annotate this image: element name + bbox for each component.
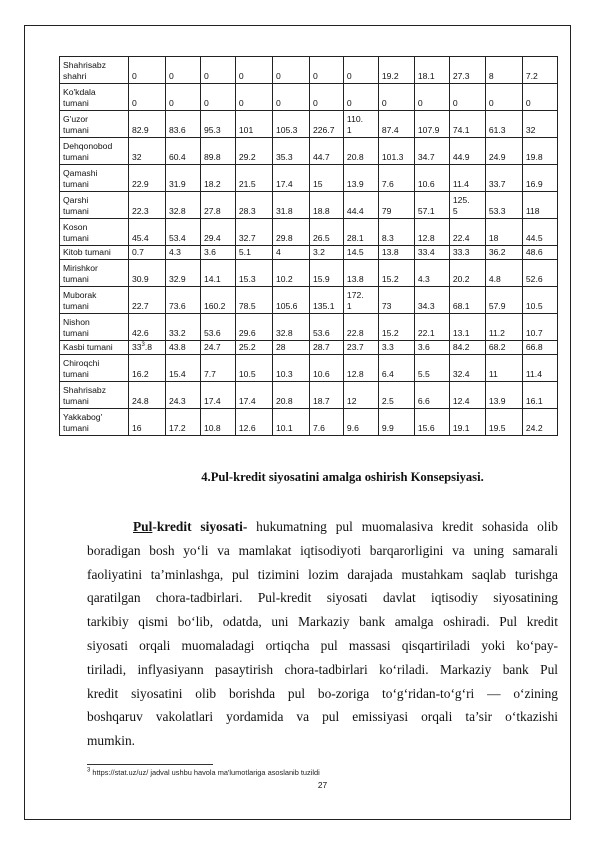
value-cell: 19.1 [449, 409, 485, 436]
value-cell: 9.6 [343, 409, 378, 436]
value-cell: 0 [200, 57, 235, 84]
value-cell: 0 [343, 84, 378, 111]
value-cell: 33.2 [165, 314, 200, 341]
paragraph-line: siyosati orqali muomaladagi ortiqcha pul massasi qisqartiriladi yoki ko‘pay- [87, 637, 558, 653]
table-row [60, 138, 558, 165]
value-cell: 7.7 [200, 355, 235, 382]
value-cell: 4 [272, 246, 309, 260]
value-cell: 29.4 [200, 219, 235, 246]
body-paragraph [87, 515, 558, 753]
value-cell: 15.6 [414, 409, 449, 436]
value-cell: 34.3 [414, 287, 449, 314]
value-cell: 172. 1 [343, 287, 378, 314]
value-cell: 44.9 [449, 138, 485, 165]
table-row [60, 111, 558, 138]
value-cell: 3.2 [309, 246, 343, 260]
value-cell: 53.6 [200, 314, 235, 341]
value-cell: 10.3 [272, 355, 309, 382]
value-cell: 12 [343, 382, 378, 409]
value-cell: 18.8 [309, 192, 343, 219]
value-cell: 87.4 [378, 111, 414, 138]
value-cell: 12.8 [414, 219, 449, 246]
value-cell: 5.1 [235, 246, 272, 260]
value-cell: 24.8 [128, 382, 165, 409]
value-cell: 18.2 [200, 165, 235, 192]
district-name-cell: Kasbi tumani [60, 341, 129, 355]
value-cell: 33.4 [414, 246, 449, 260]
table-row [60, 287, 558, 314]
value-cell: 10.6 [309, 355, 343, 382]
value-cell: 79 [378, 192, 414, 219]
value-cell: 24.2 [522, 409, 557, 436]
district-name-cell: Shahrisabz shahri [60, 57, 129, 84]
value-cell: 16.1 [522, 382, 557, 409]
value-cell: 17.4 [272, 165, 309, 192]
footnote [87, 768, 320, 777]
value-cell: 7.6 [378, 165, 414, 192]
value-cell: 29.8 [272, 219, 309, 246]
value-cell: 44.4 [343, 192, 378, 219]
value-cell: 42.6 [128, 314, 165, 341]
defined-term-underlined: Pul [133, 519, 153, 534]
district-name-cell: G'uzor tumani [60, 111, 129, 138]
value-cell: 20.8 [272, 382, 309, 409]
footnote-number: 3 [87, 767, 91, 774]
table-row [60, 260, 558, 287]
value-cell: 110. 1 [343, 111, 378, 138]
value-cell: 9.9 [378, 409, 414, 436]
value-cell: 13.8 [343, 260, 378, 287]
district-name-cell: Yakkabog' tumani [60, 409, 129, 436]
paragraph-line: mumkin. [87, 733, 135, 749]
value-cell: 53.6 [309, 314, 343, 341]
district-name-cell: Mirishkor tumani [60, 260, 129, 287]
table-row [60, 219, 558, 246]
value-cell: 0 [165, 57, 200, 84]
value-cell: 14.1 [200, 260, 235, 287]
value-cell: 78.5 [235, 287, 272, 314]
value-cell: 11.2 [485, 314, 522, 341]
value-cell: 32.8 [165, 192, 200, 219]
value-cell: 73 [378, 287, 414, 314]
value-cell: 36.2 [485, 246, 522, 260]
value-cell: 3.6 [200, 246, 235, 260]
paragraph-line: boshqaruv vakolatlari yordamida va pul emissiyasi orqali ta’sir o‘tkazishi [87, 709, 558, 725]
value-cell: 30.9 [128, 260, 165, 287]
value-cell: 0 [128, 84, 165, 111]
district-name-cell: Qamashi tumani [60, 165, 129, 192]
value-cell: 101 [235, 111, 272, 138]
value-cell: 0 [485, 84, 522, 111]
value-cell: 57.9 [485, 287, 522, 314]
value-cell: 11.4 [449, 165, 485, 192]
value-cell: 226.7 [309, 111, 343, 138]
value-cell: 22.8 [343, 314, 378, 341]
value-cell: 2.5 [378, 382, 414, 409]
value-cell: 15.4 [165, 355, 200, 382]
value-cell: 0 [272, 84, 309, 111]
value-cell: 82.9 [128, 111, 165, 138]
value-cell: 48.6 [522, 246, 557, 260]
value-cell: 22.4 [449, 219, 485, 246]
value-cell: 32.4 [449, 355, 485, 382]
value-cell: 27.8 [200, 192, 235, 219]
value-cell: 0 [378, 84, 414, 111]
value-cell: 6.6 [414, 382, 449, 409]
value-cell: 0 [309, 84, 343, 111]
district-name-cell: Dehqonobod tumani [60, 138, 129, 165]
value-cell: 68.1 [449, 287, 485, 314]
value-cell: 0.7 [128, 246, 165, 260]
paragraph-line: tiriladi, inflyasiyann pasaytirish chora-tadbirlari ko‘riladi. Markaziy bank Pul [87, 661, 558, 677]
value-cell: 12.6 [235, 409, 272, 436]
value-cell: 105.6 [272, 287, 309, 314]
table-row [60, 314, 558, 341]
defined-term [133, 519, 247, 534]
value-cell: 44.7 [309, 138, 343, 165]
value-cell: 10.5 [522, 287, 557, 314]
value-cell: 23.7 [343, 341, 378, 355]
paragraph-line-1 [87, 515, 558, 539]
value-cell: 18.7 [309, 382, 343, 409]
paragraph-line: kredit siyosatini olib borishda pul bo-zoriga to‘g‘ridan-to‘g‘ri — o‘zining [87, 685, 558, 701]
value-cell: 22.1 [414, 314, 449, 341]
value-cell: 33.3 [449, 246, 485, 260]
value-cell: 10.6 [414, 165, 449, 192]
table-row [60, 57, 558, 84]
value-cell: 61.3 [485, 111, 522, 138]
table-row [60, 409, 558, 436]
value-cell: 52.6 [522, 260, 557, 287]
value-cell: 31.8 [272, 192, 309, 219]
value-cell: 118 [522, 192, 557, 219]
table-row [60, 84, 558, 111]
value-cell: 68.2 [485, 341, 522, 355]
section-heading: 4.Pul-kredit siyosatini amalga oshirish Konsepsiyasi. [201, 470, 484, 484]
value-cell: 31.9 [165, 165, 200, 192]
value-cell: 29.6 [235, 314, 272, 341]
district-name-cell: Nishon tumani [60, 314, 129, 341]
value-cell: 25.2 [235, 341, 272, 355]
value-cell: 13.9 [485, 382, 522, 409]
paragraph-line: boradigan bosh yo‘li va mamlakat iqtisodiyoti barqarorligini va uning samarali [87, 542, 558, 558]
value-cell: 0 [200, 84, 235, 111]
table-row [60, 341, 558, 355]
value-cell: 24.7 [200, 341, 235, 355]
value-cell: 20.8 [343, 138, 378, 165]
value-cell: 17.2 [165, 409, 200, 436]
value-cell: 10.2 [272, 260, 309, 287]
value-cell: 15.9 [309, 260, 343, 287]
value-cell: 21.5 [235, 165, 272, 192]
value-cell: 53.4 [165, 219, 200, 246]
value-cell: 28 [272, 341, 309, 355]
value-cell: 15.2 [378, 260, 414, 287]
value-cell: 66.8 [522, 341, 557, 355]
value-cell: 32 [522, 111, 557, 138]
value-cell: 22.3 [128, 192, 165, 219]
value-cell: 3.3 [378, 341, 414, 355]
footnote-text: https://stat.uz/uz/ jadval ushbu havola ma'lumotlariga asoslanib tuzildi [90, 768, 320, 777]
value-cell: 0 [343, 57, 378, 84]
value-cell: 0 [272, 57, 309, 84]
value-cell: 11 [485, 355, 522, 382]
value-cell: 101.3 [378, 138, 414, 165]
value-cell: 6.4 [378, 355, 414, 382]
value-cell: 32.9 [165, 260, 200, 287]
value-cell: 53.3 [485, 192, 522, 219]
value-cell: 8.3 [378, 219, 414, 246]
value-cell: 43.8 [165, 341, 200, 355]
paragraph-line: tarkibiy qismi bo‘lib, odatda, uni Markaziy bank amalga oshiradi. Pul kredit [87, 614, 558, 630]
value-cell: 18.1 [414, 57, 449, 84]
district-name-cell: Koson tumani [60, 219, 129, 246]
table-row [60, 165, 558, 192]
value-cell: 13.9 [343, 165, 378, 192]
value-cell: 0 [235, 57, 272, 84]
value-cell: 0 [235, 84, 272, 111]
value-cell: 16.9 [522, 165, 557, 192]
value-cell: 17.4 [200, 382, 235, 409]
value-cell: 89.8 [200, 138, 235, 165]
value-cell: 16.2 [128, 355, 165, 382]
value-cell: 7.6 [309, 409, 343, 436]
value-cell: 0 [165, 84, 200, 111]
value-cell: 84.2 [449, 341, 485, 355]
value-cell: 28.7 [309, 341, 343, 355]
value-cell: 32 [128, 138, 165, 165]
value-cell: 57.1 [414, 192, 449, 219]
value-cell: 29.2 [235, 138, 272, 165]
value-cell: 60.4 [165, 138, 200, 165]
table-body [60, 57, 558, 436]
district-data-table [59, 56, 558, 436]
footnote-rule [87, 764, 213, 765]
value-cell: 10.5 [235, 355, 272, 382]
value-cell: 13.1 [449, 314, 485, 341]
value-cell: 5.5 [414, 355, 449, 382]
paragraph-line-1-text: hukumatning pul muomalasiva kredit sohasida olib [247, 519, 558, 534]
value-cell: 135.1 [309, 287, 343, 314]
value-cell: 19.2 [378, 57, 414, 84]
value-cell: 34.7 [414, 138, 449, 165]
value-cell: 12.4 [449, 382, 485, 409]
table-row [60, 355, 558, 382]
value-cell: 12.8 [343, 355, 378, 382]
value-cell: 105.3 [272, 111, 309, 138]
value-cell: 10.8 [200, 409, 235, 436]
table-row [60, 192, 558, 219]
value-cell: 107.9 [414, 111, 449, 138]
paragraph-line: qaratilgan chora-tadbirlari. Pul-kredit siyosati davlat iqtisodiy siyosatining [87, 590, 558, 606]
value-cell: 28.3 [235, 192, 272, 219]
paragraph-line: faoliyatini ta’minlashga, pul tizimini lozim darajada mustahkam saqlab turishga [87, 566, 558, 582]
defined-term-rest: -kredit siyosati- [152, 519, 248, 534]
value-cell: 18 [485, 219, 522, 246]
district-name-cell: Muborak tumani [60, 287, 129, 314]
value-cell: 11.4 [522, 355, 557, 382]
value-cell: 74.1 [449, 111, 485, 138]
value-cell: 17.4 [235, 382, 272, 409]
value-cell: 22.7 [128, 287, 165, 314]
value-cell: 83.6 [165, 111, 200, 138]
district-name-cell: Qarshi tumani [60, 192, 129, 219]
value-cell: 26.5 [309, 219, 343, 246]
value-cell: 10.7 [522, 314, 557, 341]
value-cell: 27.3 [449, 57, 485, 84]
value-cell: 8 [485, 57, 522, 84]
value-cell: 0 [128, 57, 165, 84]
district-name-cell: Shahrisabz tumani [60, 382, 129, 409]
district-name-cell: Ko'kdala tumani [60, 84, 129, 111]
value-cell: 35.3 [272, 138, 309, 165]
value-cell: 19.8 [522, 138, 557, 165]
value-cell: 0 [449, 84, 485, 111]
value-cell: 0 [414, 84, 449, 111]
value-cell: 4.3 [414, 260, 449, 287]
value-cell: 125. 5 [449, 192, 485, 219]
value-cell: 44.5 [522, 219, 557, 246]
value-cell: 10.1 [272, 409, 309, 436]
value-cell: 4.8 [485, 260, 522, 287]
value-cell: 24.3 [165, 382, 200, 409]
value-cell: 13.8 [378, 246, 414, 260]
value-cell: $33^3.8$ [128, 341, 165, 355]
value-cell: 15.2 [378, 314, 414, 341]
value-cell: 0 [309, 57, 343, 84]
value-cell: 24.9 [485, 138, 522, 165]
page-number: 27 [317, 780, 328, 790]
value-cell: 14.5 [343, 246, 378, 260]
district-name-cell: Kitob tumani [60, 246, 129, 260]
value-cell: 16 [128, 409, 165, 436]
value-cell: 4.3 [165, 246, 200, 260]
value-cell: 15.3 [235, 260, 272, 287]
value-cell: 32.8 [272, 314, 309, 341]
value-cell: 32.7 [235, 219, 272, 246]
value-cell: 7.2 [522, 57, 557, 84]
value-cell: 28.1 [343, 219, 378, 246]
value-cell: 33.7 [485, 165, 522, 192]
value-cell: 45.4 [128, 219, 165, 246]
table-row [60, 246, 558, 260]
value-cell: 73.6 [165, 287, 200, 314]
value-cell: 160.2 [200, 287, 235, 314]
value-cell: 95.3 [200, 111, 235, 138]
value-cell: 22.9 [128, 165, 165, 192]
value-cell: 19.5 [485, 409, 522, 436]
table-row [60, 382, 558, 409]
value-cell: 20.2 [449, 260, 485, 287]
district-name-cell: Chiroqchi tumani [60, 355, 129, 382]
value-cell: 3.6 [414, 341, 449, 355]
value-cell: 0 [522, 84, 557, 111]
value-cell: 15 [309, 165, 343, 192]
